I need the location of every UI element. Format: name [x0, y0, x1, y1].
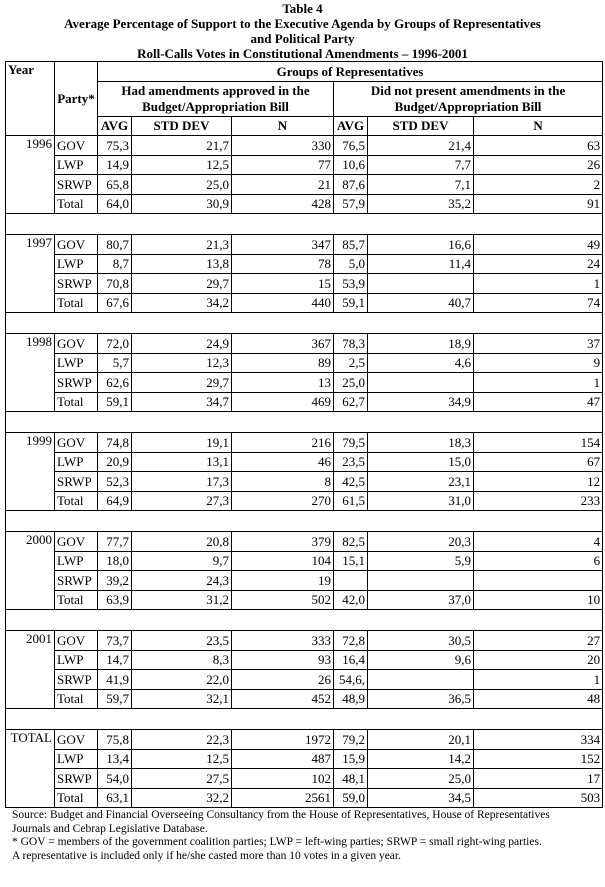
avg-b-cell: 53,9 [334, 274, 368, 294]
n-b-cell: 12 [474, 472, 603, 492]
party-cell: Total [55, 293, 98, 313]
std-dev-a-cell: 25,0 [132, 175, 232, 195]
avg-a-cell: 74,8 [98, 433, 132, 453]
n-a-cell: 452 [232, 689, 334, 709]
n-b-cell: 26 [474, 155, 603, 175]
n-a-cell: 78 [232, 254, 334, 274]
year-cell: 1998 [6, 334, 55, 412]
std-dev-b-cell: 23,1 [368, 472, 474, 492]
std-dev-b-cell: 11,4 [368, 254, 474, 274]
std-dev-b-cell [368, 274, 474, 294]
n-a-cell: 2561 [232, 788, 334, 808]
spacer-row [6, 511, 603, 532]
spacer-cell [6, 709, 603, 730]
avg-a-cell: 70,8 [98, 274, 132, 294]
std-dev-b-cell: 20,3 [368, 532, 474, 552]
avg-a-cell: 80,7 [98, 235, 132, 255]
n-a-cell: 333 [232, 631, 334, 651]
table-row [6, 433, 603, 453]
n-a-cell: 502 [232, 590, 334, 610]
spacer-cell [6, 313, 603, 334]
n-b-cell: 4 [474, 532, 603, 552]
n-a-cell: 440 [232, 293, 334, 313]
avg-b-cell: 87,6 [334, 175, 368, 195]
std-dev-a-cell: 12,5 [132, 155, 232, 175]
std-dev-b-cell: 34,5 [368, 788, 474, 808]
party-cell: Total [55, 392, 98, 412]
std-dev-b-cell: 35,2 [368, 194, 474, 214]
source-note-line-1: Source: Budget and Financial Overseeing Consultancy from the House of Representatives, House of Representatives [12, 809, 550, 821]
party-cell: Total [55, 194, 98, 214]
std-dev-a-cell: 19,1 [132, 433, 232, 453]
spacer-row [6, 214, 603, 235]
table-row [6, 353, 603, 373]
party-header: Party* [55, 62, 98, 136]
n-b-cell: 27 [474, 631, 603, 651]
n-b-cell [474, 571, 603, 591]
table-notes [12, 809, 605, 863]
std-dev-a-cell: 34,2 [132, 293, 232, 313]
party-cell: GOV [55, 136, 98, 156]
std-dev-b-cell: 9,6 [368, 650, 474, 670]
avg-b-cell: 79,5 [334, 433, 368, 453]
avg-a-cell: 77,7 [98, 532, 132, 552]
std-dev-b-cell: 36,5 [368, 689, 474, 709]
party-cell: SRWP [55, 373, 98, 393]
spacer-cell [6, 412, 603, 433]
table-row [6, 392, 603, 412]
n-a-cell: 26 [232, 670, 334, 690]
spacer-cell [6, 511, 603, 532]
n-b-cell: 233 [474, 491, 603, 511]
n-a-cell: 46 [232, 452, 334, 472]
party-cell: SRWP [55, 472, 98, 492]
year-cell: TOTAL [6, 730, 55, 808]
party-cell: SRWP [55, 175, 98, 195]
year-cell: 1996 [6, 136, 55, 214]
table-row [6, 175, 603, 195]
table-title-line-2: and Political Party [250, 31, 355, 46]
support-table [5, 61, 603, 808]
avg-a-cell: 75,3 [98, 136, 132, 156]
avg-a-cell: 18,0 [98, 551, 132, 571]
std-dev-a-cell: 8,3 [132, 650, 232, 670]
avg-b-cell: 15,9 [334, 749, 368, 769]
avg-a-cell: 13,4 [98, 749, 132, 769]
n-a-cell: 347 [232, 235, 334, 255]
table-row [6, 491, 603, 511]
year-cell: 2000 [6, 532, 55, 610]
year-cell: 1999 [6, 433, 55, 511]
groups-header: Groups of Representatives [98, 62, 603, 82]
party-cell: Total [55, 590, 98, 610]
n-a-cell: 77 [232, 155, 334, 175]
avg-a-cell: 63,1 [98, 788, 132, 808]
std-dev-b-cell: 18,3 [368, 433, 474, 453]
avg-b-cell: 57,9 [334, 194, 368, 214]
std-dev-a-cell: 12,5 [132, 749, 232, 769]
n-a-cell: 19 [232, 571, 334, 591]
std-dev-b-cell: 37,0 [368, 590, 474, 610]
spacer-cell [6, 214, 603, 235]
party-cell: LWP [55, 452, 98, 472]
table-row [6, 254, 603, 274]
avg-a-cell: 72,0 [98, 334, 132, 354]
std-dev-a-cell: 23,5 [132, 631, 232, 651]
spacer-row [6, 412, 603, 433]
table-row [6, 136, 603, 156]
party-cell: SRWP [55, 571, 98, 591]
n-a-cell: 93 [232, 650, 334, 670]
avg-a-cell: 75,8 [98, 730, 132, 750]
group-a-header-line-2: Budget/Appropriation Bill [142, 98, 289, 114]
n-a-cell: 104 [232, 551, 334, 571]
std-dev-a-cell: 21,3 [132, 235, 232, 255]
n-b-cell: 9 [474, 353, 603, 373]
table-row [6, 590, 603, 610]
std-dev-b-cell: 21,4 [368, 136, 474, 156]
n-a-cell: 1972 [232, 730, 334, 750]
avg-b-cell: 42,5 [334, 472, 368, 492]
table-row [6, 293, 603, 313]
avg-b-cell: 72,8 [334, 631, 368, 651]
avg-a-cell: 64,9 [98, 491, 132, 511]
std-dev-b-cell: 40,7 [368, 293, 474, 313]
std-dev-a-cell: 22,3 [132, 730, 232, 750]
party-cell: GOV [55, 532, 98, 552]
year-cell: 1997 [6, 235, 55, 313]
table-row [6, 472, 603, 492]
party-cell: GOV [55, 334, 98, 354]
avg-b-cell: 59,1 [334, 293, 368, 313]
n-b-cell: 37 [474, 334, 603, 354]
n-b-cell: 91 [474, 194, 603, 214]
n-b-cell: 67 [474, 452, 603, 472]
std-dev-a-cell: 13,8 [132, 254, 232, 274]
avg-b-cell: 59,0 [334, 788, 368, 808]
n-a-cell: 15 [232, 274, 334, 294]
table-row [6, 788, 603, 808]
std-dev-b-cell [368, 571, 474, 591]
party-cell: LWP [55, 155, 98, 175]
n-a-cell: 330 [232, 136, 334, 156]
table-title-block [0, 0, 605, 61]
n-b-cell: 154 [474, 433, 603, 453]
table-row [6, 452, 603, 472]
std-dev-b-cell [368, 670, 474, 690]
std-dev-b-cell: 5,9 [368, 551, 474, 571]
std-dev-a-cell: 34,7 [132, 392, 232, 412]
party-cell: SRWP [55, 769, 98, 789]
std-dev-a-cell: 21,7 [132, 136, 232, 156]
table-row [6, 274, 603, 294]
avg-a-cell: 8,7 [98, 254, 132, 274]
table-number: Table 4 [282, 1, 323, 16]
n-a-cell: 428 [232, 194, 334, 214]
table-row [6, 373, 603, 393]
avg-a-cell: 63,9 [98, 590, 132, 610]
table-row [6, 155, 603, 175]
std-dev-a-cell: 24,3 [132, 571, 232, 591]
avg-a-cell: 62,6 [98, 373, 132, 393]
avg-a-cell: 64,0 [98, 194, 132, 214]
avg-b-cell: 61,5 [334, 491, 368, 511]
group-a-header [98, 81, 334, 116]
avg-a-cell: 41,9 [98, 670, 132, 690]
n-header-a: N [232, 116, 334, 136]
std-dev-b-cell: 31,0 [368, 491, 474, 511]
avg-a-cell: 67,6 [98, 293, 132, 313]
avg-a-cell: 65,8 [98, 175, 132, 195]
avg-b-cell: 82,5 [334, 532, 368, 552]
n-a-cell: 13 [232, 373, 334, 393]
party-cell: Total [55, 788, 98, 808]
n-b-cell: 24 [474, 254, 603, 274]
avg-b-cell: 76,5 [334, 136, 368, 156]
n-b-cell: 1 [474, 274, 603, 294]
table-row [6, 334, 603, 354]
std-dev-a-cell: 29,7 [132, 373, 232, 393]
table-row [6, 769, 603, 789]
avg-b-cell: 85,7 [334, 235, 368, 255]
n-b-cell: 10 [474, 590, 603, 610]
std-dev-a-cell: 32,1 [132, 689, 232, 709]
avg-b-cell: 48,9 [334, 689, 368, 709]
n-b-cell: 334 [474, 730, 603, 750]
source-note-line-2: Journals and Cebrap Legislative Database. [12, 822, 208, 835]
std-dev-b-cell: 4,6 [368, 353, 474, 373]
std-dev-b-cell: 16,6 [368, 235, 474, 255]
std-dev-a-cell: 29,7 [132, 274, 232, 294]
avg-header-b: AVG [334, 116, 368, 136]
group-b-header-line-2: Budget/Appropriation Bill [394, 98, 542, 114]
n-b-cell: 152 [474, 749, 603, 769]
table-row [6, 689, 603, 709]
n-b-cell: 49 [474, 235, 603, 255]
table-row [6, 631, 603, 651]
spacer-row [6, 610, 603, 631]
n-a-cell: 8 [232, 472, 334, 492]
std-dev-b-cell: 20,1 [368, 730, 474, 750]
avg-b-cell: 5,0 [334, 254, 368, 274]
n-b-cell: 48 [474, 689, 603, 709]
n-a-cell: 367 [232, 334, 334, 354]
party-cell: Total [55, 491, 98, 511]
spacer-row [6, 709, 603, 730]
std-dev-a-cell: 22,0 [132, 670, 232, 690]
std-dev-b-cell: 7,7 [368, 155, 474, 175]
n-a-cell: 270 [232, 491, 334, 511]
avg-a-cell: 20,9 [98, 452, 132, 472]
table-row [6, 551, 603, 571]
std-dev-a-cell: 17,3 [132, 472, 232, 492]
avg-b-cell: 25,0 [334, 373, 368, 393]
n-b-cell: 47 [474, 392, 603, 412]
n-b-cell: 6 [474, 551, 603, 571]
party-cell: LWP [55, 650, 98, 670]
avg-a-cell: 5,7 [98, 353, 132, 373]
table-header [6, 62, 603, 136]
spacer-row [6, 313, 603, 334]
avg-b-cell: 78,3 [334, 334, 368, 354]
avg-a-cell: 39,2 [98, 571, 132, 591]
std-dev-b-cell: 18,9 [368, 334, 474, 354]
avg-b-cell: 23,5 [334, 452, 368, 472]
n-b-cell: 2 [474, 175, 603, 195]
n-a-cell: 89 [232, 353, 334, 373]
std-dev-b-cell: 25,0 [368, 769, 474, 789]
group-a-header-line-1: Had amendments approved in the [121, 82, 310, 98]
std-dev-a-cell: 30,9 [132, 194, 232, 214]
n-b-cell: 1 [474, 670, 603, 690]
avg-a-cell: 73,7 [98, 631, 132, 651]
std-dev-a-cell: 12,3 [132, 353, 232, 373]
party-cell: SRWP [55, 274, 98, 294]
n-a-cell: 216 [232, 433, 334, 453]
std-dev-b-cell: 7,1 [368, 175, 474, 195]
n-a-cell: 487 [232, 749, 334, 769]
avg-b-cell: 54,6, [334, 670, 368, 690]
avg-a-cell: 59,7 [98, 689, 132, 709]
avg-a-cell: 54,0 [98, 769, 132, 789]
party-cell: LWP [55, 353, 98, 373]
n-b-cell: 63 [474, 136, 603, 156]
n-a-cell: 379 [232, 532, 334, 552]
n-b-cell: 20 [474, 650, 603, 670]
party-cell: GOV [55, 235, 98, 255]
party-cell: LWP [55, 749, 98, 769]
n-b-cell: 503 [474, 788, 603, 808]
party-cell: GOV [55, 433, 98, 453]
spacer-cell [6, 610, 603, 631]
n-a-cell: 469 [232, 392, 334, 412]
party-footnote: * GOV = members of the government coalition parties; LWP = left-wing parties; SRWP = small right-wing parties. [12, 836, 542, 848]
avg-a-cell: 52,3 [98, 472, 132, 492]
year-cell: 2001 [6, 631, 55, 709]
table-row [6, 730, 603, 750]
std-dev-header-a: STD DEV [132, 116, 232, 136]
table-row [6, 194, 603, 214]
std-dev-header-b: STD DEV [368, 116, 474, 136]
party-cell: LWP [55, 254, 98, 274]
std-dev-a-cell: 9,7 [132, 551, 232, 571]
avg-a-cell: 59,1 [98, 392, 132, 412]
year-header: Year [6, 62, 55, 136]
avg-b-cell: 48,1 [334, 769, 368, 789]
std-dev-a-cell: 13,1 [132, 452, 232, 472]
party-cell: GOV [55, 631, 98, 651]
avg-b-cell: 79,2 [334, 730, 368, 750]
std-dev-a-cell: 31,2 [132, 590, 232, 610]
n-b-cell: 1 [474, 373, 603, 393]
std-dev-a-cell: 27,5 [132, 769, 232, 789]
avg-header-a: AVG [98, 116, 132, 136]
std-dev-b-cell [368, 373, 474, 393]
n-header-b: N [474, 116, 603, 136]
avg-a-cell: 14,9 [98, 155, 132, 175]
std-dev-b-cell: 34,9 [368, 392, 474, 412]
std-dev-b-cell: 14,2 [368, 749, 474, 769]
table-body [6, 136, 603, 808]
std-dev-a-cell: 24,9 [132, 334, 232, 354]
std-dev-a-cell: 32,2 [132, 788, 232, 808]
std-dev-a-cell: 27,3 [132, 491, 232, 511]
avg-b-cell: 10,6 [334, 155, 368, 175]
std-dev-b-cell: 30,5 [368, 631, 474, 651]
table-row [6, 650, 603, 670]
party-cell: LWP [55, 551, 98, 571]
avg-b-cell [334, 571, 368, 591]
avg-a-cell: 14,7 [98, 650, 132, 670]
table-title-line-1: Average Percentage of Support to the Executive Agenda by Groups of Representatives [64, 16, 541, 31]
avg-b-cell: 62,7 [334, 392, 368, 412]
table-row [6, 571, 603, 591]
party-cell: Total [55, 689, 98, 709]
avg-b-cell: 2,5 [334, 353, 368, 373]
n-b-cell: 17 [474, 769, 603, 789]
inclusion-rule-note: A representative is included only if he/she casted more than 10 votes in a given year. [12, 849, 401, 862]
table-row [6, 670, 603, 690]
n-a-cell: 21 [232, 175, 334, 195]
table-row [6, 532, 603, 552]
std-dev-b-cell: 15,0 [368, 452, 474, 472]
group-b-header-line-1: Did not present amendments in the [370, 82, 566, 98]
table-row [6, 749, 603, 769]
std-dev-a-cell: 20,8 [132, 532, 232, 552]
table-row [6, 235, 603, 255]
table-subtitle: Roll-Calls Votes in Constitutional Amendments – 1996-2001 [137, 46, 468, 61]
avg-b-cell: 15,1 [334, 551, 368, 571]
n-a-cell: 102 [232, 769, 334, 789]
party-cell: SRWP [55, 670, 98, 690]
party-cell: GOV [55, 730, 98, 750]
avg-b-cell: 16,4 [334, 650, 368, 670]
avg-b-cell: 42,0 [334, 590, 368, 610]
n-b-cell: 74 [474, 293, 603, 313]
group-b-header [334, 81, 603, 116]
